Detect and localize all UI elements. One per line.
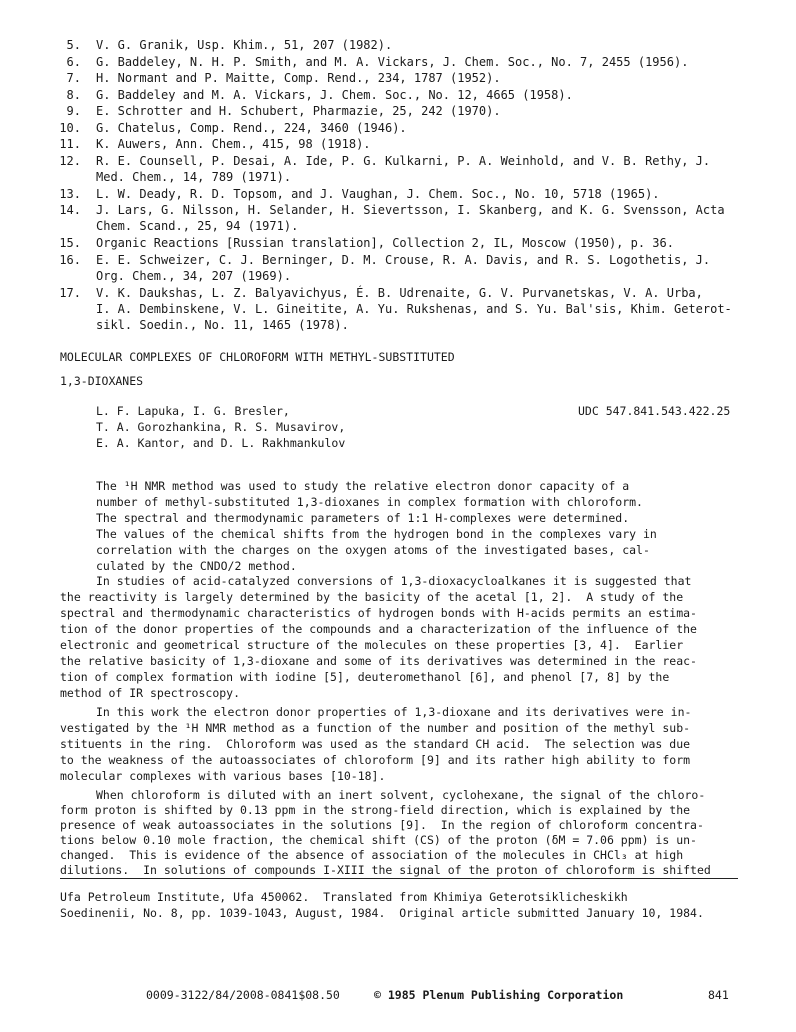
reference-text-continued: Chem. Scand., 25, 94 (1971). <box>96 219 299 234</box>
reference-number: 14. <box>59 203 81 217</box>
reference-number: 6. <box>66 54 81 69</box>
reference-text: L. W. Deady, R. D. Topsom, and J. Vaughan, J. Chem. Soc., No. 10, 5718 (1965). <box>96 186 660 201</box>
reference-text: V. K. Daukshas, L. Z. Balyavichyus, É. B. Udrenaite, G. V. Purvanetskas, V. A. Urba, <box>96 285 703 300</box>
body-line: In this work the electron donor properties of 1,3-dioxane and its derivatives were in- <box>96 705 692 719</box>
reference-text-continued: sikl. Soedin., No. 11, 1465 (1978). <box>96 318 349 333</box>
body-line: vestigated by the ¹H NMR method as a function of the number and position of the methyl sub- <box>60 721 691 735</box>
footnote-line: Soedinenii, No. 8, pp. 1039-1043, August, 1984. Original article submitted January 10, 1984. <box>60 906 704 920</box>
abstract-line: The spectral and thermodynamic parameters of 1:1 H-complexes were determined. <box>96 511 630 525</box>
body-line: tions below 0.10 mole fraction, the chemical shift (CS) of the proton (δM = 7.06 ppm) is un- <box>60 833 697 847</box>
body-line: spectral and thermodynamic characteristics of hydrogen bonds with H-acids permits an estima- <box>60 606 697 620</box>
reference-text: E. E. Schweizer, C. J. Berninger, D. M. Crouse, R. A. Davis, and R. S. Logothetis, J. <box>96 252 711 267</box>
reference-number: 11. <box>59 137 81 151</box>
author-line: T. A. Gorozhankina, R. S. Musavirov, <box>96 420 346 434</box>
article-code: 0009-3122/84/2008-0841$08.50 <box>146 988 340 1002</box>
reference-number: 5. <box>66 38 81 52</box>
abstract-line: culated by the CNDO/2 method. <box>96 559 297 573</box>
body-line: molecular complexes with various bases [10-18]. <box>60 769 386 783</box>
body-line: stituents in the ring. Chloroform was used as the standard CH acid. The selection was due <box>60 737 691 751</box>
reference-text: E. Schrotter and H. Schubert, Pharmazie, 25, 242 (1970). <box>96 104 501 118</box>
reference-number: 13. <box>59 186 81 201</box>
reference-text-continued: I. A. Dembinskene, V. L. Gineitite, A. Yu. Rukshenas, and S. Yu. Bal'sis, Khim. Geterot- <box>96 301 732 316</box>
body-line: In studies of acid-catalyzed conversions of 1,3-dioxacycloalkanes it is suggested that <box>96 574 692 588</box>
page-number: 841 <box>708 988 729 1002</box>
reference-text: Organic Reactions [Russian translation], Collection 2, IL, Moscow (1950), p. 36. <box>96 236 674 250</box>
abstract-line: correlation with the charges on the oxygen atoms of the investigated bases, cal- <box>96 543 650 557</box>
body-line: When chloroform is diluted with an inert solvent, cyclohexane, the signal of the chloro- <box>96 788 706 802</box>
body-line: method of IR spectroscopy. <box>60 686 241 700</box>
reference-text-continued: Org. Chem., 34, 207 (1969). <box>96 268 292 283</box>
reference-number: 8. <box>66 87 81 102</box>
reference-text: R. E. Counsell, P. Desai, A. Ide, P. G. Kulkarni, P. A. Weinhold, and V. B. Rethy, J. <box>96 153 711 168</box>
footnote-divider <box>60 878 738 879</box>
body-line: electronic and geometrical structure of the molecules on these properties [3, 4]. Earlier <box>60 638 684 652</box>
reference-text: V. G. Granik, Usp. Khim., 51, 207 (1982). <box>96 38 393 52</box>
body-line: dilutions. In solutions of compounds I-XIII the signal of the proton of chloroform is shifted <box>60 863 711 877</box>
reference-text: K. Auwers, Ann. Chem., 415, 98 (1918). <box>96 137 371 151</box>
reference-number: 9. <box>66 104 81 118</box>
footnote-line: Ufa Petroleum Institute, Ufa 450062. Translated from Khimiya Geterotsiklicheskikh <box>60 890 628 904</box>
abstract-line: The values of the chemical shifts from the hydrogen bond in the complexes vary in <box>96 527 657 541</box>
body-line: tion of complex formation with iodine [5], deuteromethanol [6], and phenol [7, 8] by the <box>60 670 670 684</box>
article-title-line-2: 1,3-DIOXANES <box>60 374 144 388</box>
body-line: to the weakness of the autoassociates of chloroform [9] and its rather high ability to form <box>60 753 691 767</box>
reference-number: 10. <box>59 120 81 135</box>
reference-text: G. Chatelus, Comp. Rend., 224, 3460 (1946). <box>96 120 407 135</box>
copyright-notice: © 1985 Plenum Publishing Corporation <box>374 988 624 1002</box>
author-line: E. A. Kantor, and D. L. Rakhmankulov <box>96 436 346 450</box>
body-line: form proton is shifted by 0.13 ppm in the strong-field direction, which is explained by the <box>60 803 691 817</box>
udc-code: UDC 547.841.543.422.25 <box>578 404 731 418</box>
abstract-line: The ¹H NMR method was used to study the relative electron donor capacity of a <box>96 479 630 493</box>
article-title-line-1: MOLECULAR COMPLEXES OF CHLOROFORM WITH METHYL-SUBSTITUTED <box>60 350 455 364</box>
reference-text: G. Baddeley, N. H. P. Smith, and M. A. Vickars, J. Chem. Soc., No. 7, 2455 (1956). <box>96 54 689 69</box>
reference-number: 7. <box>66 71 81 85</box>
reference-text: G. Baddeley and M. A. Vickars, J. Chem. Soc., No. 12, 4665 (1958). <box>96 87 573 102</box>
body-line: tion of the donor properties of the compounds and a characterization of the influence of the <box>60 622 697 636</box>
reference-number: 17. <box>59 285 81 300</box>
body-line: presence of weak autoassociates in the solutions [9]. In the region of chloroform concentra- <box>60 818 704 832</box>
reference-text-continued: Med. Chem., 14, 789 (1971). <box>96 169 292 184</box>
author-line: L. F. Lapuka, I. G. Bresler, <box>96 404 290 418</box>
abstract-line: number of methyl-substituted 1,3-dioxanes in complex formation with chloroform. <box>96 495 643 509</box>
reference-number: 16. <box>59 252 81 267</box>
reference-number: 15. <box>59 236 81 250</box>
body-line: the relative basicity of 1,3-dioxane and some of its derivatives was determined in the reac- <box>60 654 697 668</box>
body-line: the reactivity is largely determined by the basicity of the acetal [1, 2]. A study of the <box>60 590 684 604</box>
body-line: changed. This is evidence of the absence of association of the molecules in CHCl₃ at high <box>60 848 684 862</box>
reference-text: J. Lars, G. Nilsson, H. Selander, H. Sievertsson, I. Skanberg, and K. G. Svensson, Acta <box>96 203 725 217</box>
reference-number: 12. <box>59 153 81 168</box>
reference-text: H. Normant and P. Maitte, Comp. Rend., 234, 1787 (1952). <box>96 71 501 85</box>
